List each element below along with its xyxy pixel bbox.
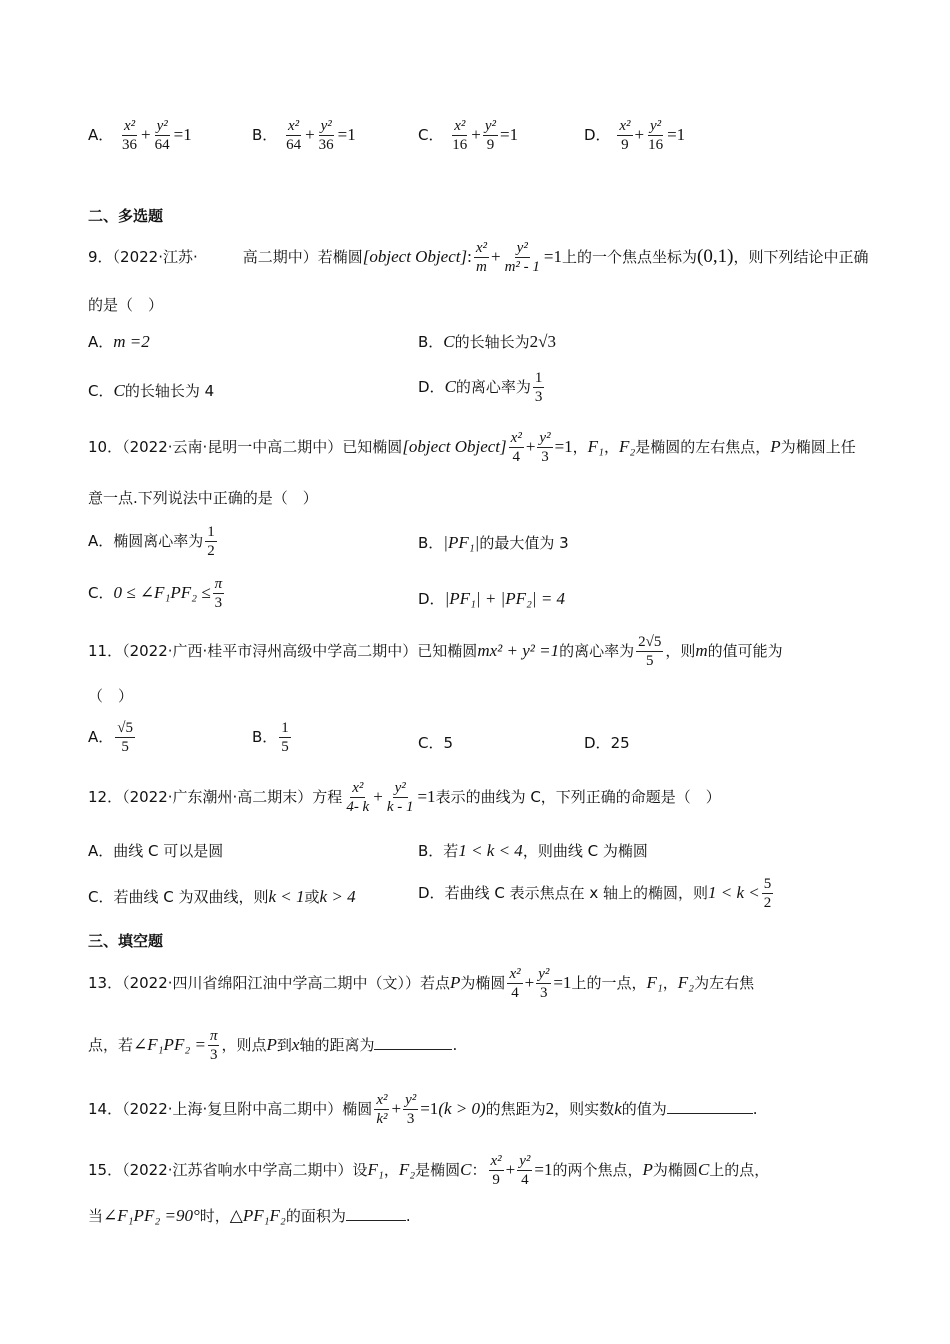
- q10-option-a: A．椭圆离心率为 $\frac{1}{2}$: [88, 524, 215, 559]
- fraction: $\frac{\text{y²}}{\text{m² - 1}}$: [504, 240, 540, 275]
- fraction: $\frac{2√5}{5}$: [638, 634, 662, 669]
- q14-stem: 14．（2022·上海·复旦附中高二期中）椭圆 $\frac{\text{x²}}{\text{k²}}$ + $\frac{\text{y²}}{3}$ =1(k > 0)的焦距为2，则实数k的值为 .: [88, 1092, 758, 1127]
- q8-option-d: D． $\frac{\text{x²}}{9}$ + $\frac{\text{y²}}{16}$ =1: [584, 118, 686, 153]
- fraction: $\frac{\text{y²}}{3}$: [538, 966, 550, 1001]
- q9-stem-line2: 的是（ ）: [88, 296, 164, 314]
- q8-option-b: B． $\frac{\text{x²}}{64}$ + $\frac{\text{y²}}{36}$ =1: [252, 118, 356, 153]
- fraction: $\frac{\pi}{3}$: [209, 1028, 218, 1063]
- q10-stem-line2: 意一点.下列说法中正确的是（ ）: [88, 489, 318, 507]
- fraction: $\frac{\text{y²}}{9}$: [484, 118, 497, 153]
- q9-option-d: D．C的离心率为 $\frac{1}{3}$: [418, 370, 543, 405]
- q12-option-b: B．若1 < k < 4，则曲线 C 为椭圆: [418, 841, 648, 860]
- fraction: $\frac{\text{y²}}{36}$: [318, 118, 334, 153]
- fraction: $\frac{\text{y²}}{3}$: [405, 1092, 417, 1127]
- q15-stem-line1: 15．（2022·江苏省响水中学高二期中）设F₁，F₂是椭圆C： $\frac{\text{x²}}{9}$ + $\frac{\text{y²}}{4}$ =1的两个焦点，P为椭圆C上的点，: [88, 1153, 770, 1188]
- q8-option-a: A． $\frac{\text{x²}}{36}$ + $\frac{\text{y²}}{64}$ =1: [88, 118, 192, 153]
- fraction: $\frac{5}{2}$: [763, 876, 772, 911]
- section-heading-multi-choice: 二、多选题: [88, 207, 164, 225]
- fraction: $\frac{\text{x²}}{m}$: [475, 240, 487, 275]
- answer-blank[interactable]: [346, 1205, 406, 1221]
- fraction: $\frac{\text{x²}}{4}$: [510, 430, 522, 465]
- fraction: $\frac{\text{y²}}{k - 1}$: [386, 780, 414, 815]
- answer-blank[interactable]: [667, 1098, 753, 1114]
- q15-stem-line2: 当∠F₁PF₂ =90°时，△PF₁F₂的面积为 .: [88, 1206, 411, 1225]
- q12-option-d: D．若曲线 C 表示焦点在 x 轴上的椭圆，则1 < k < $\frac{5}{2}$: [418, 876, 772, 911]
- q10-option-c: C．0 ≤ ∠F₁PF₂ ≤ $\frac{\pi}{3}$: [88, 576, 223, 611]
- fraction: $\frac{\pi}{3}$: [214, 576, 223, 611]
- answer-blank[interactable]: [374, 1034, 452, 1050]
- q9-option-a: A．m =2: [88, 332, 150, 351]
- q11-stem-line1: 11．（2022·广西·桂平市浔州高级中学高二期中）已知椭圆mx² + y² =1的离心率为 $\frac{2√5}{5}$ ，则m的值可能为: [88, 634, 783, 669]
- fraction: $\frac{1}{3}$: [534, 370, 543, 405]
- fraction: $\frac{\text{x²}}{64}$: [286, 118, 302, 153]
- fraction: $\frac{\text{y²}}{64}$: [154, 118, 170, 153]
- q11-option-c: C．5: [418, 734, 454, 752]
- section-heading-fill-in: 三、填空题: [88, 932, 164, 950]
- fraction: $\frac{\text{x²}}{36}$: [122, 118, 138, 153]
- fraction: $\frac{\text{x²}}{16}$: [452, 118, 468, 153]
- q13-stem-line2: 点，若∠F₁PF₂ = $\frac{\pi}{3}$ ，则点P到x轴的距离为 .: [88, 1028, 458, 1063]
- q9-stem-line1: 9．（2022·江苏· 高二期中）若椭圆[object Object]: $\frac{\text{x²}}{m}$ + $\frac{\text{y²}}{\text{m² - 1}}$ =1上的一个焦点坐标为(0,1)，则下列结论中正确: [88, 240, 869, 275]
- q12-option-a: A．曲线 C 可以是圆: [88, 842, 224, 860]
- q12-stem: 12．（2022·广东潮州·高二期末）方程 $\frac{\text{x²}}{4- k}$ + $\frac{\text{y²}}{k - 1}$ =1表示的曲线为 C，下列正确的命题是（ ）: [88, 780, 721, 815]
- fraction: $\frac{\text{y²}}{16}$: [648, 118, 664, 153]
- q12-option-c: C．若曲线 C 为双曲线，则k < 1或k > 4: [88, 887, 356, 906]
- q9-option-b: B．C的长轴长为2√3: [418, 332, 556, 351]
- fraction: $\frac{1}{5}$: [281, 720, 289, 755]
- q11-option-b: B． $\frac{1}{5}$: [252, 720, 289, 755]
- q10-stem-line1: 10．（2022·云南·昆明一中高二期中）已知椭圆[object Object] $\frac{\text{x²}}{4}$ + $\frac{\text{y²}}{3}$ =1，F₁，F₂是椭圆的左右焦点，P为椭圆上任: [88, 430, 856, 465]
- fraction: $\frac{\text{x²}}{\text{k²}}$: [376, 1092, 388, 1127]
- fraction: $\frac{1}{2}$: [207, 524, 215, 559]
- q11-option-a: A． $\frac{√5}{5}$: [88, 720, 133, 755]
- fraction: $\frac{\text{x²}}{9}$: [490, 1153, 502, 1188]
- q8-option-c: C． $\frac{\text{x²}}{16}$ + $\frac{\text{y²}}{9}$ =1: [418, 118, 519, 153]
- fraction: $\frac{√5}{5}$: [117, 720, 133, 755]
- q10-option-b: B．|PF₁|的最大值为 3: [418, 533, 569, 552]
- fraction: $\frac{\text{y²}}{4}$: [519, 1153, 531, 1188]
- option-label: A．: [88, 126, 114, 144]
- q11-stem-line2: （ ）: [88, 687, 134, 705]
- fraction: $\frac{\text{x²}}{4- k}$: [346, 780, 370, 815]
- fraction: $\frac{\text{y²}}{3}$: [539, 430, 551, 465]
- q11-option-d: D．25: [584, 734, 630, 752]
- fraction: $\frac{\text{x²}}{9}$: [619, 118, 631, 153]
- q10-option-d: D．|PF₁| + |PF₂| = 4: [418, 589, 566, 608]
- q9-option-c: C．C的长轴长为 4: [88, 381, 215, 400]
- fraction: $\frac{\text{x²}}{4}$: [509, 966, 521, 1001]
- q13-stem-line1: 13．（2022·四川省绵阳江油中学高二期中（文））若点P为椭圆 $\frac{\text{x²}}{4}$ + $\frac{\text{y²}}{3}$ =1上的一点，F₁，F₂为左右焦: [88, 966, 755, 1001]
